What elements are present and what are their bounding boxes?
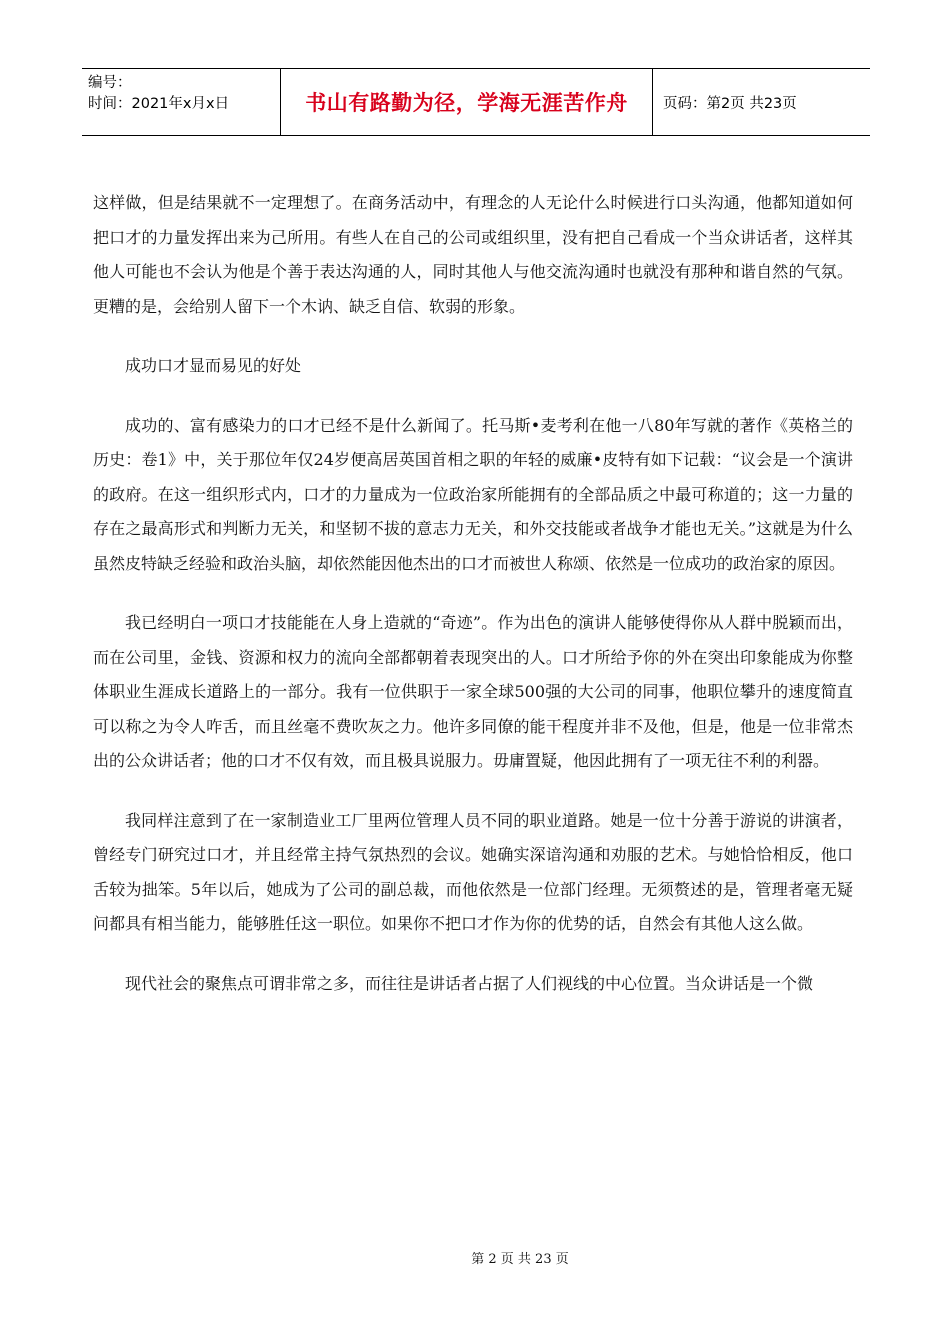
section-heading: 成功口才显而易见的好处: [125, 356, 302, 375]
header-page-info: 页码：第2页 共23页: [663, 95, 797, 112]
document-number-label: 编号：: [88, 75, 132, 91]
header-meta-cell: [82, 69, 281, 135]
paragraph: 我同样注意到了在一家制造业工厂里两位管理人员不同的职业道路。她是一位十分善于游说的讲演者，曾经专门研究过口才，并且经常主持气氛热烈的会议。她确实深谙沟通和劝服的艺术。与她恰恰相反，他口舌较为拙笨。5年以后，她成为了公司的副总裁，而他依然是一位部门经理。无须赘述的是，管理者毫无疑问都具有相当能力，能够胜任这一职位。如果你不把口才作为你的优势的话，自然会有其他人这么做。: [93, 810, 853, 933]
document-date-label: 时间：2021年x月x日: [88, 96, 230, 112]
header-table: [82, 68, 870, 136]
header-motto: 书山有路勤为径，学海无涯苦作舟: [281, 69, 653, 135]
paragraph: 成功的、富有感染力的口才已经不是什么新闻了。托马斯•麦考利在他一八80年写就的著作《英格兰的历史：卷1》中，关于那位年仅24岁便高居英国首相之职的年轻的威廉•皮特有如下记载：“议会是一个演讲的政府。在这一组织形式内，口才的力量成为一位政治家所能拥有的全部品质之中最可称道的；这一力量的存在之最高形式和判断力无关，和坚韧不拔的意志力无关，和外交技能或者战争才能也无关。”这就是为什么虽然皮特缺乏经验和政治头脑，却依然能因他杰出的口才而被世人称颂、依然是一位成功的政治家的原因。: [93, 415, 853, 573]
page-footer: 第 2 页 共 23 页: [471, 1252, 569, 1267]
document-body: [93, 186, 853, 1026]
paragraph: 我已经明白一项口才技能能在人身上造就的“奇迹”。作为出色的演讲人能够使得你从人群中脱颖而出，而在公司里，金钱、资源和权力的流向全部都朝着表现突出的人。口才所给予你的外在突出印象能成为你整体职业生涯成长道路上的一部分。我有一位供职于一家全球500强的大公司的同事，他职位攀升的速度简直可以称之为令人咋舌，而且丝毫不费吹灰之力。他许多同僚的能干程度并非不及他，但是，他是一位非常杰出的公众讲话者；他的口才不仅有效，而且极具说服力。毋庸置疑，他因此拥有了一项无往不利的利器。: [93, 613, 853, 770]
paragraph: 这样做，但是结果就不一定理想了。在商务活动中，有理念的人无论什么时候进行口头沟通，他都知道如何把口才的力量发挥出来为己所用。有些人在自己的公司或组织里，没有把自己看成一个当众讲话者，这样其他人可能也不会认为他是个善于表达沟通的人，同时其他人与他交流沟通时也就没有那种和谐自然的气氛。更糟的是，会给别人留下一个木讷、缺乏自信、软弱的形象。: [93, 193, 853, 316]
paragraph: 现代社会的聚焦点可谓非常之多，而往往是讲话者占据了人们视线的中心位置。当众讲话是一个微: [125, 973, 814, 993]
